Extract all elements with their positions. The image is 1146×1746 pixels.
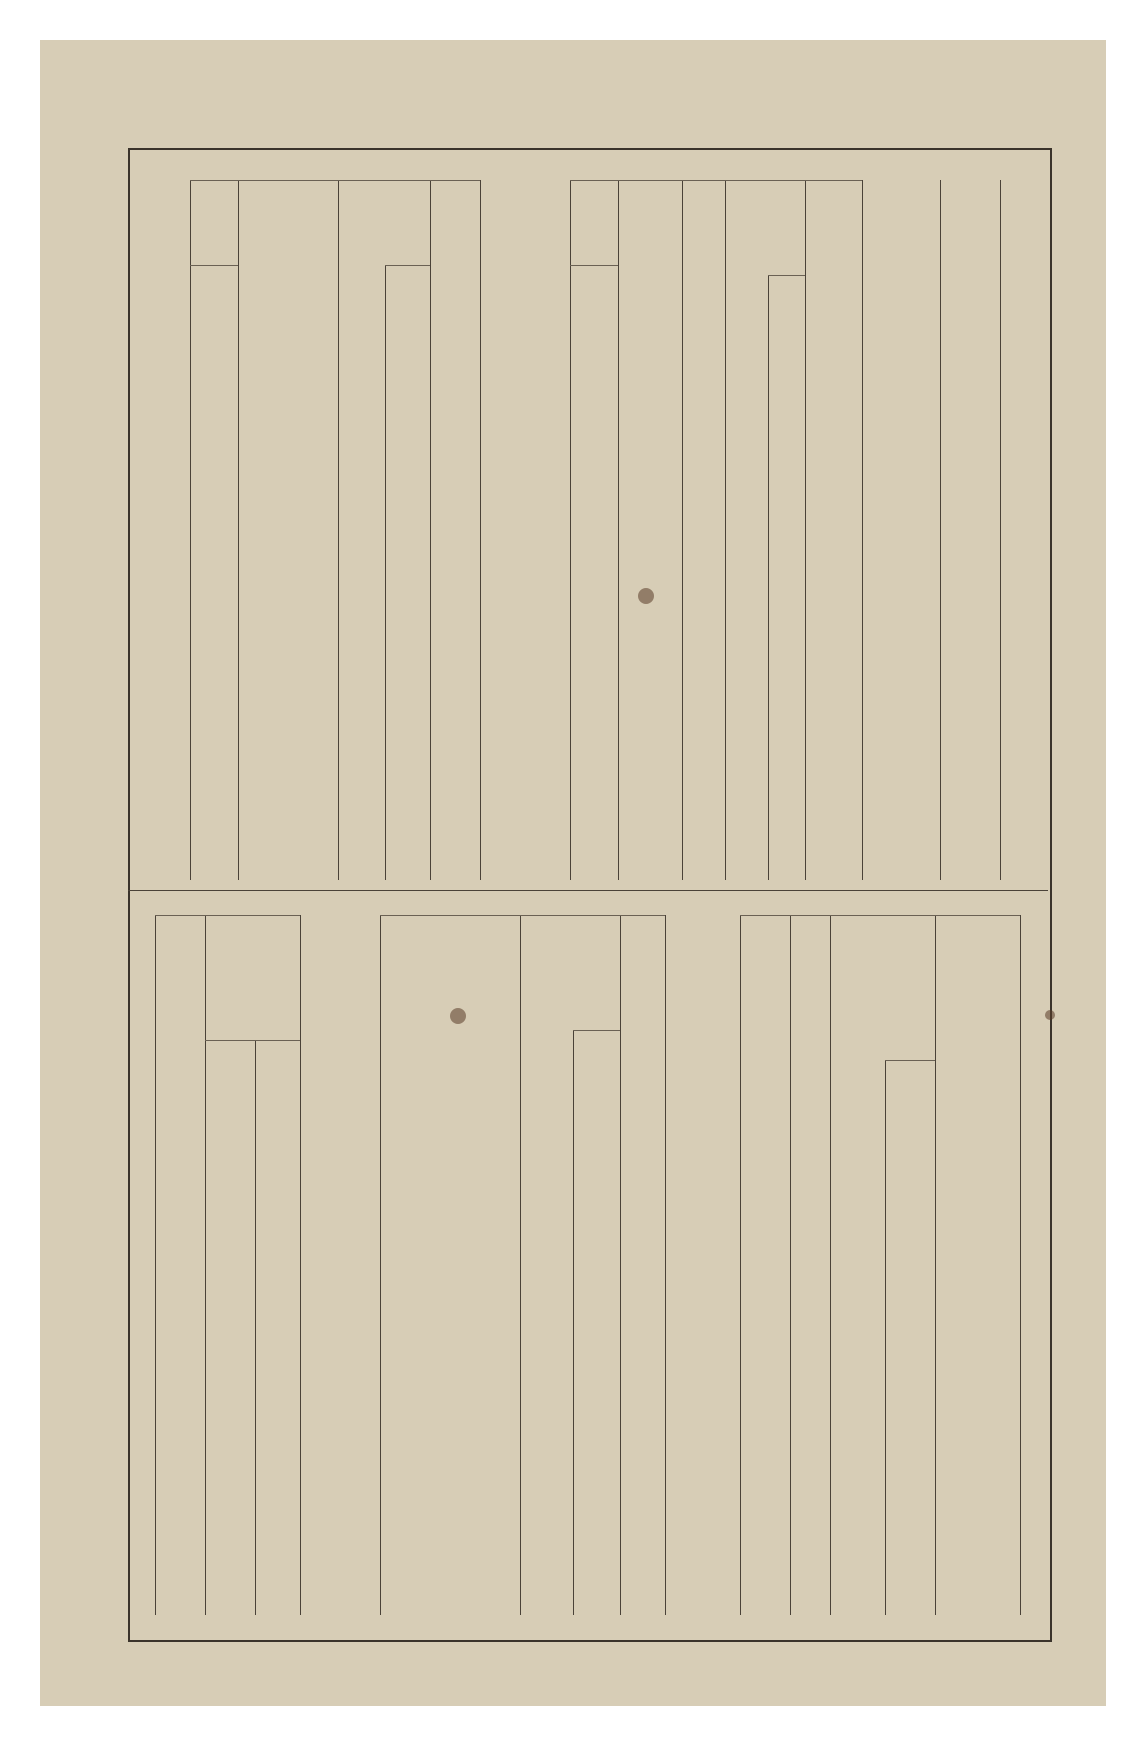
ink-stain	[638, 588, 654, 604]
ink-stain	[450, 1008, 466, 1024]
main-frame	[128, 148, 1052, 1642]
mid-divider	[128, 890, 1048, 891]
ink-stain	[1045, 1010, 1055, 1020]
